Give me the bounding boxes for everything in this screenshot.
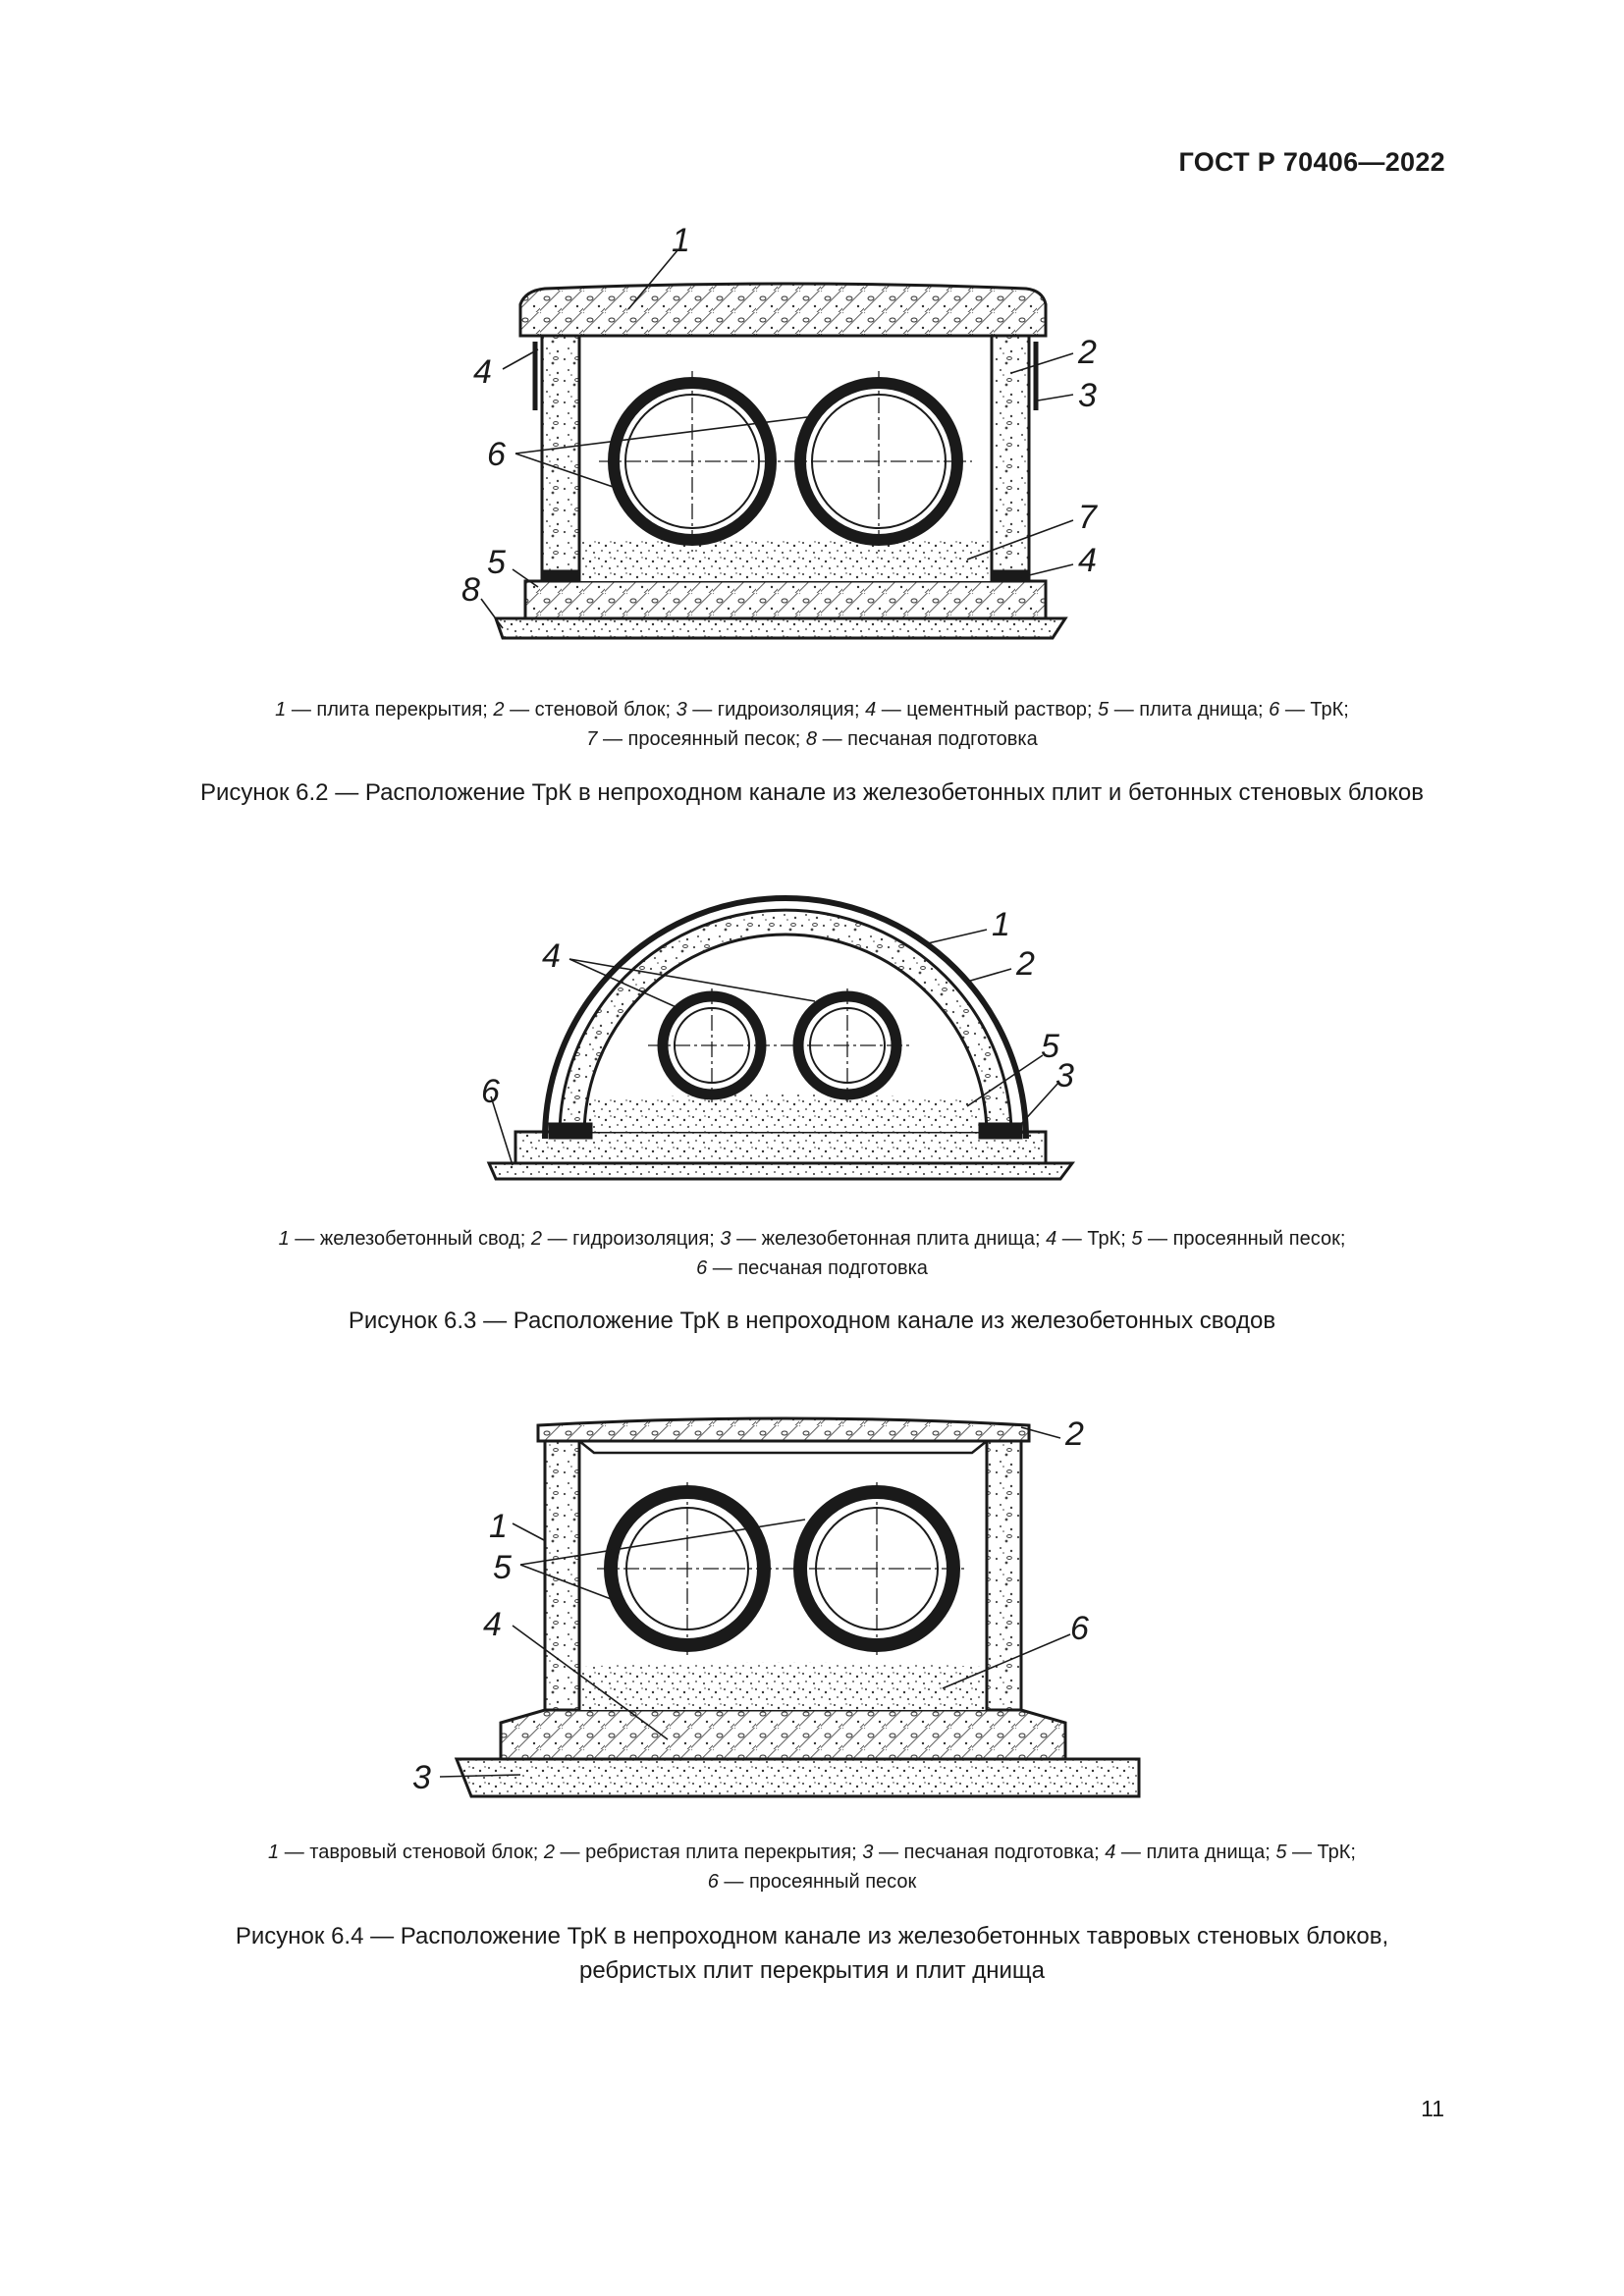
legend-line-2 (98, 724, 1526, 754)
figure-6-4-caption (59, 1919, 1565, 1988)
figure-6-2-legend (98, 695, 1526, 754)
legend-item-number: 6 (696, 1257, 708, 1279)
wall-block-left (542, 334, 579, 581)
legend-item-number: 1 (275, 699, 287, 721)
legend-item-text: — ТрК; (1279, 699, 1349, 721)
callout-5: 5 (487, 544, 506, 581)
legend-item-text: — гидроизоляция; (542, 1228, 721, 1250)
callout-1: 1 (992, 906, 1010, 943)
figure-6-2-drawing (0, 226, 1624, 667)
legend-line-1 (98, 1224, 1526, 1254)
legend-item-number: 3 (862, 1842, 874, 1863)
sand-bedding (489, 1163, 1072, 1179)
vault-support-right (980, 1124, 1021, 1138)
callout-3: 3 (1078, 377, 1097, 414)
legend-item-number: 4 (1105, 1842, 1116, 1863)
callout-5: 5 (493, 1549, 512, 1586)
page-number: 11 (1421, 2096, 1444, 2121)
callout-4: 4 (483, 1606, 502, 1643)
legend-item-number: 5 (1131, 1228, 1143, 1250)
callout-6: 6 (487, 436, 506, 473)
legend-item-text: — железобетонный свод; (289, 1228, 531, 1250)
legend-item-number: 1 (268, 1842, 280, 1863)
mortar-joint-bottom-left (542, 571, 579, 581)
cover-slab-rib (579, 1441, 987, 1453)
t-wall-block-right (987, 1441, 1021, 1710)
callout-6: 6 (1070, 1610, 1089, 1647)
legend-item-number: 7 (586, 728, 598, 750)
callout-2: 2 (1065, 1415, 1084, 1453)
legend-item-text: — железобетонная плита днища; (731, 1228, 1047, 1250)
callout-2: 2 (1078, 334, 1097, 371)
figure-6-3 (0, 879, 1624, 1360)
callout-2: 2 (1016, 945, 1035, 983)
legend-item-text: — ТрК; (1286, 1842, 1356, 1863)
figure-6-4-legend (98, 1838, 1526, 1896)
legend-item-number: 8 (805, 728, 818, 750)
figure-6-2-caption: Рисунок 6.2 — Расположение ТрК в непроходном канале из железобетонных плит и бетонных стеновых блоков (199, 779, 1425, 806)
legend-item-text: — цементный раствор; (876, 699, 1099, 721)
figure-6-4-drawing (0, 1404, 1624, 1816)
callout-7: 7 (1078, 499, 1097, 536)
bottom-slab (501, 1710, 1065, 1759)
bottom-slab (525, 581, 1046, 618)
legend-item-text: — ТрК; (1056, 1228, 1132, 1250)
legend-item-text: — песчаная подготовка (817, 728, 1038, 750)
callout-4-top: 4 (473, 353, 492, 391)
callout-1: 1 (489, 1508, 508, 1545)
sifted-sand (579, 538, 992, 581)
figure-6-2 (0, 226, 1624, 815)
callout-3: 3 (412, 1759, 431, 1796)
callout-5: 5 (1041, 1028, 1059, 1065)
document-code: ГОСТ Р 70406—2022 (1178, 147, 1445, 177)
sand-bedding (496, 618, 1065, 638)
callout-8: 8 (461, 571, 480, 609)
legend-item-number: 3 (676, 699, 687, 721)
caption-line-2: ребристых плит перекрытия и плит днища (579, 1957, 1045, 1984)
callout-3: 3 (1056, 1057, 1074, 1095)
legend-item-text: — песчаная подготовка; (873, 1842, 1106, 1863)
legend-item-text: — стеновой блок; (504, 699, 677, 721)
legend-line-1 (98, 695, 1526, 724)
bottom-slab (515, 1132, 1046, 1163)
legend-item-text: — плита перекрытия; (286, 699, 494, 721)
figure-6-4 (0, 1404, 1624, 1993)
vault-support-left (550, 1124, 591, 1138)
legend-item-number: 2 (493, 699, 505, 721)
sifted-sand (589, 1095, 982, 1132)
callout-6: 6 (481, 1073, 500, 1110)
legend-item-text: — просеянный песок; (1142, 1228, 1346, 1250)
legend-line-2 (98, 1867, 1526, 1896)
figure-6-3-drawing (0, 879, 1624, 1202)
legend-item-text: — тавровый стеновой блок; (279, 1842, 544, 1863)
legend-line-1 (98, 1838, 1526, 1867)
callout-4-bottom: 4 (1078, 542, 1097, 579)
legend-item-text: — просеянный песок; (597, 728, 806, 750)
legend-item-text: — плита днища; (1109, 699, 1270, 721)
legend-item-text: — просеянный песок (718, 1871, 917, 1893)
sifted-sand (579, 1662, 987, 1710)
legend-item-number: 4 (1046, 1228, 1057, 1250)
legend-item-number: 6 (707, 1871, 719, 1893)
caption-line-1: Рисунок 6.4 — Расположение ТрК в непроходном канале из железобетонных тавровых стеновых блоков, (235, 1923, 1389, 1949)
legend-item-text: — ребристая плита перекрытия; (554, 1842, 863, 1863)
callout-1: 1 (672, 226, 690, 259)
figure-6-3-legend (98, 1224, 1526, 1283)
cover-slab (520, 284, 1046, 336)
callout-4: 4 (542, 937, 561, 975)
legend-item-number: 5 (1098, 699, 1110, 721)
legend-item-number: 6 (1269, 699, 1280, 721)
legend-item-text: — песчаная подготовка (707, 1257, 928, 1279)
legend-item-text: — гидроизоляция; (686, 699, 866, 721)
legend-item-number: 1 (278, 1228, 290, 1250)
legend-item-number: 4 (865, 699, 877, 721)
legend-item-number: 5 (1275, 1842, 1287, 1863)
legend-item-number: 2 (530, 1228, 543, 1250)
figure-6-3-caption: Рисунок 6.3 — Расположение ТрК в непроходном канале из железобетонных сводов (348, 1308, 1276, 1334)
legend-item-number: 2 (543, 1842, 555, 1863)
sand-bedding (457, 1759, 1139, 1796)
ribbed-cover-slab (538, 1418, 1029, 1441)
legend-line-2 (98, 1254, 1526, 1283)
legend-item-number: 3 (720, 1228, 731, 1250)
legend-item-text: — плита днища; (1115, 1842, 1276, 1863)
